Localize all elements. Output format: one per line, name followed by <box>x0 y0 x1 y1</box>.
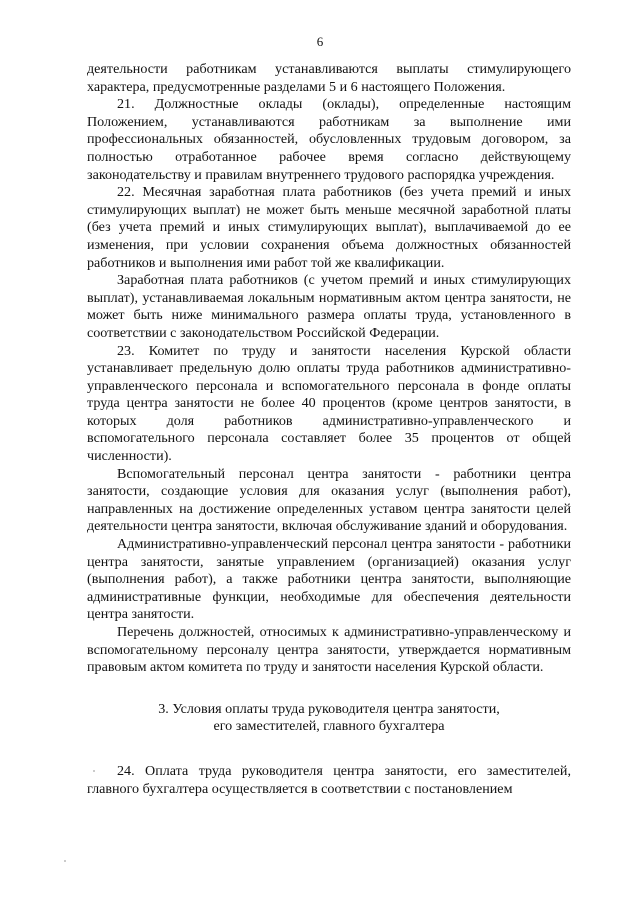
paragraph-continuation: деятельности работникам устанавливаются выплаты стимулирующего характера, предусмотренные разделами 5 и 6 настоящего Положения. <box>87 61 571 95</box>
page-number: 6 <box>316 34 324 49</box>
scan-artifact <box>64 860 66 862</box>
section-heading <box>87 701 571 736</box>
paragraph-21: 21. Должностные оклады (оклады), определенные настоящим Положением, устанавливаются работникам за выполнение ими профессиональных обязанностей, обусловленных трудовым договором, за полностью отработанное рабочее время согласно действующему законодательству и правилам внутреннего трудового распорядка учреждения. <box>87 96 571 183</box>
document-body <box>87 61 571 798</box>
paragraph-support-staff-definition: Вспомогательный персонал центра занятости - работники центра занятости, создающие условия для оказания услуг (выполнения работ), направленных на достижение определенных уставом центра занятости целей деятельности центра занятости, включая обслуживание зданий и оборудования. <box>87 465 571 535</box>
paragraph-22-salary-minimum: Заработная плата работников (с учетом премий и иных стимулирующих выплат), устанавливаемая локальным нормативным актом центра занятости, не может быть ниже минимального размера оплаты труда, установленного в соответствии с законодательством Российской Федерации. <box>87 272 571 341</box>
section-heading-line-1: 3. Условия оплаты труда руководителя центра занятости, <box>158 700 500 717</box>
paragraph-22: 22. Месячная заработная плата работников (без учета премий и иных стимулирующих выплат) не может быть меньше месячной заработной платы (без учета премий и иных стимулирующих выплат), выплачиваемой до ее изменения, при условии сохранения объема должностных обязанностей работников и выполнения ими работ той же квалификации. <box>87 184 571 271</box>
paragraph-positions-list: Перечень должностей, относимых к административно-управленческому и вспомогательному персоналу центра занятости, утверждается нормативным правовым актом комитета по труду и занятости населения Курской области. <box>87 624 571 676</box>
paragraph-23: 23. Комитет по труду и занятости населения Курской области устанавливает предельную долю оплаты труда работников административно-управленческого персонала и вспомогательного персонала в фонде оплаты труда центра занятости не более 40 процентов (кроме центров занятости, в которых доля работников административно-управленческого и вспомогательного персонала составляет более 35 процентов от общей численности). <box>87 342 571 465</box>
paragraph-24: 24. Оплата труда руководителя центра занятости, его заместителей, главного бухгалтера осуществляется в соответствии с постановлением <box>87 762 571 797</box>
section-heading-line-2: его заместителей, главного бухгалтера <box>213 718 445 735</box>
paragraph-admin-staff-definition: Административно-управленческий персонал центра занятости - работники центра занятости, занятые управлением (организацией) оказания услуг (выполнения работ), а также работники центра занятости, выполняющие административные функции, необходимые для обеспечения деятельности центра занятости. <box>87 536 571 623</box>
scan-artifact <box>93 770 95 772</box>
